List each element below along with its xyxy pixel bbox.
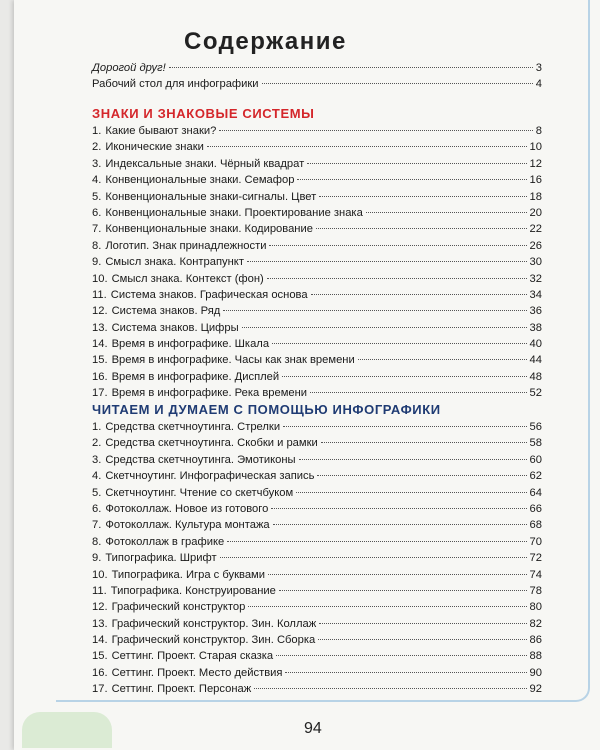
toc-entry-number: 2. bbox=[92, 437, 102, 450]
toc-entry bbox=[92, 207, 542, 223]
dot-leader bbox=[296, 492, 526, 493]
dot-leader bbox=[267, 278, 527, 279]
toc-entry-label: Сеттинг. Проект. Старая сказка bbox=[111, 650, 274, 663]
toc-entry-label: Средства скетчноутинга. Скобки и рамки bbox=[105, 437, 318, 450]
dot-leader bbox=[220, 557, 527, 558]
toc-entry bbox=[92, 569, 542, 585]
toc-entry bbox=[92, 454, 542, 470]
toc-entry-number: 6. bbox=[92, 502, 102, 515]
toc-entry-number: 1. bbox=[92, 421, 102, 433]
toc-entry-number: 12. bbox=[92, 305, 108, 318]
toc-entry-label: Время в инфографике. Дисплей bbox=[111, 370, 280, 383]
section-list-infographics bbox=[92, 421, 542, 700]
toc-entry bbox=[92, 125, 542, 141]
toc-entry-number: 14. bbox=[92, 634, 108, 647]
toc-entry-label: Система знаков. Графическая основа bbox=[110, 288, 308, 301]
toc-entry-label: Конвенциональные знаки. Кодирование bbox=[105, 223, 313, 236]
toc-entry bbox=[92, 421, 542, 437]
toc-entry bbox=[92, 634, 542, 650]
toc-entry-number: 10. bbox=[92, 568, 108, 581]
dot-leader bbox=[316, 228, 527, 229]
toc-entry-page: 82 bbox=[529, 617, 542, 630]
page-title: Содержание bbox=[184, 28, 347, 55]
dot-leader bbox=[271, 508, 526, 509]
toc-entry bbox=[92, 174, 542, 190]
toc-entry-label: Смысл знака. Контекст (фон) bbox=[111, 272, 264, 285]
dot-leader bbox=[247, 261, 527, 262]
toc-entry-page: 74 bbox=[529, 568, 542, 581]
toc-entry-label: Время в инфографике. Река времени bbox=[111, 387, 308, 400]
toc-entry-label: Время в инфографике. Шкала bbox=[111, 338, 270, 351]
toc-entry bbox=[92, 240, 542, 256]
toc-entry-page: 32 bbox=[529, 272, 542, 285]
toc-entry-page: 78 bbox=[529, 584, 542, 597]
toc-entry-label: Скетчноутинг. Чтение со скетчбуком bbox=[105, 486, 294, 499]
toc-entry-label: Графический конструктор. Зин. Сборка bbox=[111, 634, 316, 647]
toc-entry bbox=[92, 487, 542, 503]
toc-entry bbox=[92, 519, 542, 535]
toc-entry bbox=[92, 618, 542, 634]
toc-entry bbox=[92, 650, 542, 666]
toc-entry-page: 60 bbox=[529, 453, 542, 466]
toc-entry bbox=[92, 322, 542, 338]
toc-entry-label: Фотоколлаж. Новое из готового bbox=[105, 502, 269, 515]
toc-entry-page: 38 bbox=[529, 321, 542, 334]
dot-leader bbox=[283, 426, 526, 427]
toc-entry-number: 7. bbox=[92, 519, 102, 532]
toc-entry-label: Смысл знака. Контрапункт bbox=[105, 256, 244, 269]
toc-entry-number: 11. bbox=[92, 584, 107, 597]
toc-entry-number: 13. bbox=[92, 617, 108, 630]
toc-entry-label: Какие бывают знаки? bbox=[105, 125, 217, 137]
dot-leader bbox=[227, 541, 526, 542]
toc-entry-label: Фотоколлаж в графике bbox=[105, 535, 225, 548]
toc-entry-number: 17. bbox=[92, 683, 108, 696]
toc-entry-page: 22 bbox=[529, 223, 542, 236]
dot-leader bbox=[307, 163, 526, 164]
dot-leader bbox=[279, 590, 527, 591]
dot-leader bbox=[366, 212, 527, 213]
toc-entry-page: 52 bbox=[529, 387, 542, 400]
dot-leader bbox=[318, 639, 526, 640]
toc-entry-page: 88 bbox=[529, 650, 542, 663]
toc-entry bbox=[92, 552, 542, 568]
toc-entry-number: 12. bbox=[92, 601, 108, 614]
toc-entry-page: 72 bbox=[529, 552, 542, 565]
toc-entry-label: Типографика. Шрифт bbox=[105, 552, 217, 565]
toc-entry-page: 44 bbox=[529, 354, 542, 367]
toc-entry-number: 9. bbox=[92, 552, 102, 565]
toc-intro bbox=[92, 62, 542, 95]
toc-entry-number: 17. bbox=[92, 387, 108, 400]
toc-entry-page: 56 bbox=[529, 421, 542, 433]
toc-entry bbox=[92, 667, 542, 683]
toc-entry-label: Скетчноутинг. Инфографическая запись bbox=[105, 470, 315, 483]
toc-entry-number: 6. bbox=[92, 206, 102, 219]
toc-entry-number: 15. bbox=[92, 354, 108, 367]
toc-entry bbox=[92, 683, 542, 699]
toc-entry-number: 1. bbox=[92, 125, 102, 137]
dot-leader bbox=[273, 524, 527, 525]
toc-entry bbox=[92, 191, 542, 207]
toc-entry-page: 70 bbox=[529, 535, 542, 548]
toc-entry bbox=[92, 62, 542, 78]
toc-entry bbox=[92, 354, 542, 370]
toc-entry-label: Сеттинг. Проект. Место действия bbox=[111, 666, 283, 679]
toc-entry-number: 15. bbox=[92, 650, 108, 663]
toc-entry bbox=[92, 289, 542, 305]
toc-entry-label: Иконические знаки bbox=[105, 141, 204, 154]
toc-entry-page: 18 bbox=[529, 190, 542, 203]
toc-entry bbox=[92, 141, 542, 157]
toc-entry-label: Фотоколлаж. Культура монтажа bbox=[105, 519, 270, 532]
dot-leader bbox=[310, 392, 526, 393]
toc-entry-page: 34 bbox=[529, 288, 542, 301]
toc-entry bbox=[92, 305, 542, 321]
toc-entry-label: Индексальные знаки. Чёрный квадрат bbox=[105, 157, 305, 170]
toc-entry-page: 10 bbox=[529, 141, 542, 154]
toc-entry-label: Средства скетчноутинга. Стрелки bbox=[105, 421, 281, 433]
toc-entry bbox=[92, 78, 542, 94]
toc-entry bbox=[92, 158, 542, 174]
toc-entry-page: 12 bbox=[529, 157, 542, 170]
dot-leader bbox=[223, 310, 526, 311]
toc-entry-page: 16 bbox=[529, 174, 542, 187]
toc-entry bbox=[92, 273, 542, 289]
toc-entry-label: Время в инфографике. Часы как знак времени bbox=[111, 354, 355, 367]
toc-entry-label: Конвенциональные знаки-сигналы. Цвет bbox=[105, 190, 317, 203]
corner-decoration bbox=[22, 712, 112, 748]
toc-entry-page: 20 bbox=[529, 206, 542, 219]
toc-entry bbox=[92, 585, 542, 601]
toc-entry bbox=[92, 503, 542, 519]
dot-leader bbox=[299, 459, 527, 460]
toc-entry-page: 86 bbox=[529, 634, 542, 647]
toc-entry-number: 14. bbox=[92, 338, 108, 351]
toc-entry bbox=[92, 256, 542, 272]
toc-entry-label: Конвенциональные знаки. Проектирование знака bbox=[105, 206, 363, 219]
toc-entry bbox=[92, 601, 542, 617]
toc-entry bbox=[92, 470, 542, 486]
toc-entry-number: 16. bbox=[92, 370, 108, 383]
toc-entry-number: 11. bbox=[92, 288, 107, 301]
toc-entry-page: 26 bbox=[529, 239, 542, 252]
toc-entry-page: 40 bbox=[529, 338, 542, 351]
dot-leader bbox=[268, 574, 527, 575]
dot-leader bbox=[276, 655, 526, 656]
dot-leader bbox=[262, 83, 533, 84]
toc-entry-label: Система знаков. Ряд bbox=[111, 305, 221, 318]
toc-entry-page: 8 bbox=[535, 125, 542, 137]
dot-leader bbox=[272, 343, 527, 344]
toc-entry-number: 9. bbox=[92, 256, 102, 269]
toc-entry-page: 90 bbox=[529, 666, 542, 679]
toc-entry bbox=[92, 536, 542, 552]
dot-leader bbox=[169, 67, 533, 68]
dot-leader bbox=[282, 376, 526, 377]
toc-entry-label: Логотип. Знак принадлежности bbox=[105, 239, 267, 252]
toc-entry-number: 8. bbox=[92, 535, 102, 548]
toc-entry-number: 2. bbox=[92, 141, 102, 154]
toc-entry-label: Рабочий стол для инфографики bbox=[92, 78, 259, 91]
toc-entry-page: 4 bbox=[535, 78, 542, 91]
dot-leader bbox=[285, 672, 526, 673]
toc-entry-number: 16. bbox=[92, 666, 108, 679]
toc-entry-page: 36 bbox=[529, 305, 542, 318]
toc-entry-page: 68 bbox=[529, 519, 542, 532]
dot-leader bbox=[319, 623, 526, 624]
toc-entry-label: Система знаков. Цифры bbox=[111, 321, 239, 334]
toc-entry-number: 8. bbox=[92, 239, 102, 252]
toc-entry-label: Дорогой друг! bbox=[92, 62, 166, 74]
toc-entry-number: 7. bbox=[92, 223, 102, 236]
toc-entry bbox=[92, 338, 542, 354]
dot-leader bbox=[311, 294, 527, 295]
section-list-signs bbox=[92, 125, 542, 404]
page-number: 94 bbox=[304, 720, 322, 737]
dot-leader bbox=[269, 245, 526, 246]
toc-entry-number: 10. bbox=[92, 272, 108, 285]
toc-entry-number: 4. bbox=[92, 470, 102, 483]
toc-entry-label: Графический конструктор bbox=[111, 601, 246, 614]
section-heading-signs: ЗНАКИ И ЗНАКОВЫЕ СИСТЕМЫ bbox=[92, 106, 315, 121]
dot-leader bbox=[254, 688, 526, 689]
toc-entry-page: 64 bbox=[529, 486, 542, 499]
toc-entry-label: Графический конструктор. Зин. Коллаж bbox=[111, 617, 317, 630]
toc-entry-page: 58 bbox=[529, 437, 542, 450]
toc-entry-label: Средства скетчноутинга. Эмотиконы bbox=[105, 453, 296, 466]
dot-leader bbox=[358, 359, 527, 360]
toc-entry-number: 13. bbox=[92, 321, 108, 334]
dot-leader bbox=[242, 327, 527, 328]
dot-leader bbox=[248, 606, 526, 607]
toc-entry-page: 66 bbox=[529, 502, 542, 515]
toc-entry bbox=[92, 371, 542, 387]
toc-entry-number: 5. bbox=[92, 486, 102, 499]
toc-entry bbox=[92, 437, 542, 453]
dot-leader bbox=[319, 196, 526, 197]
dot-leader bbox=[297, 179, 526, 180]
dot-leader bbox=[207, 146, 527, 147]
toc-entry bbox=[92, 223, 542, 239]
toc-entry-page: 92 bbox=[529, 683, 542, 696]
toc-entry-number: 3. bbox=[92, 453, 102, 466]
toc-entry-label: Сеттинг. Проект. Персонаж bbox=[111, 683, 252, 696]
toc-entry-page: 62 bbox=[529, 470, 542, 483]
toc-entry-number: 3. bbox=[92, 157, 102, 170]
book-page bbox=[14, 0, 600, 750]
toc-entry-page: 30 bbox=[529, 256, 542, 269]
toc-entry-page: 80 bbox=[529, 601, 542, 614]
toc-entry-page: 48 bbox=[529, 370, 542, 383]
toc-entry-label: Типографика. Конструирование bbox=[110, 584, 276, 597]
section-heading-infographics: ЧИТАЕМ И ДУМАЕМ С ПОМОЩЬЮ ИНФОГРАФИКИ bbox=[92, 402, 441, 417]
dot-leader bbox=[321, 442, 527, 443]
toc-entry-number: 5. bbox=[92, 190, 102, 203]
toc-section-infographics bbox=[92, 402, 542, 700]
toc-entry-label: Конвенциональные знаки. Семафор bbox=[105, 174, 295, 187]
toc-entry-page: 3 bbox=[535, 62, 542, 74]
toc-section-signs bbox=[92, 106, 542, 404]
dot-leader bbox=[219, 130, 532, 131]
dot-leader bbox=[317, 475, 526, 476]
toc-entry-number: 4. bbox=[92, 174, 102, 187]
toc-entry-label: Типографика. Игра с буквами bbox=[111, 568, 265, 581]
